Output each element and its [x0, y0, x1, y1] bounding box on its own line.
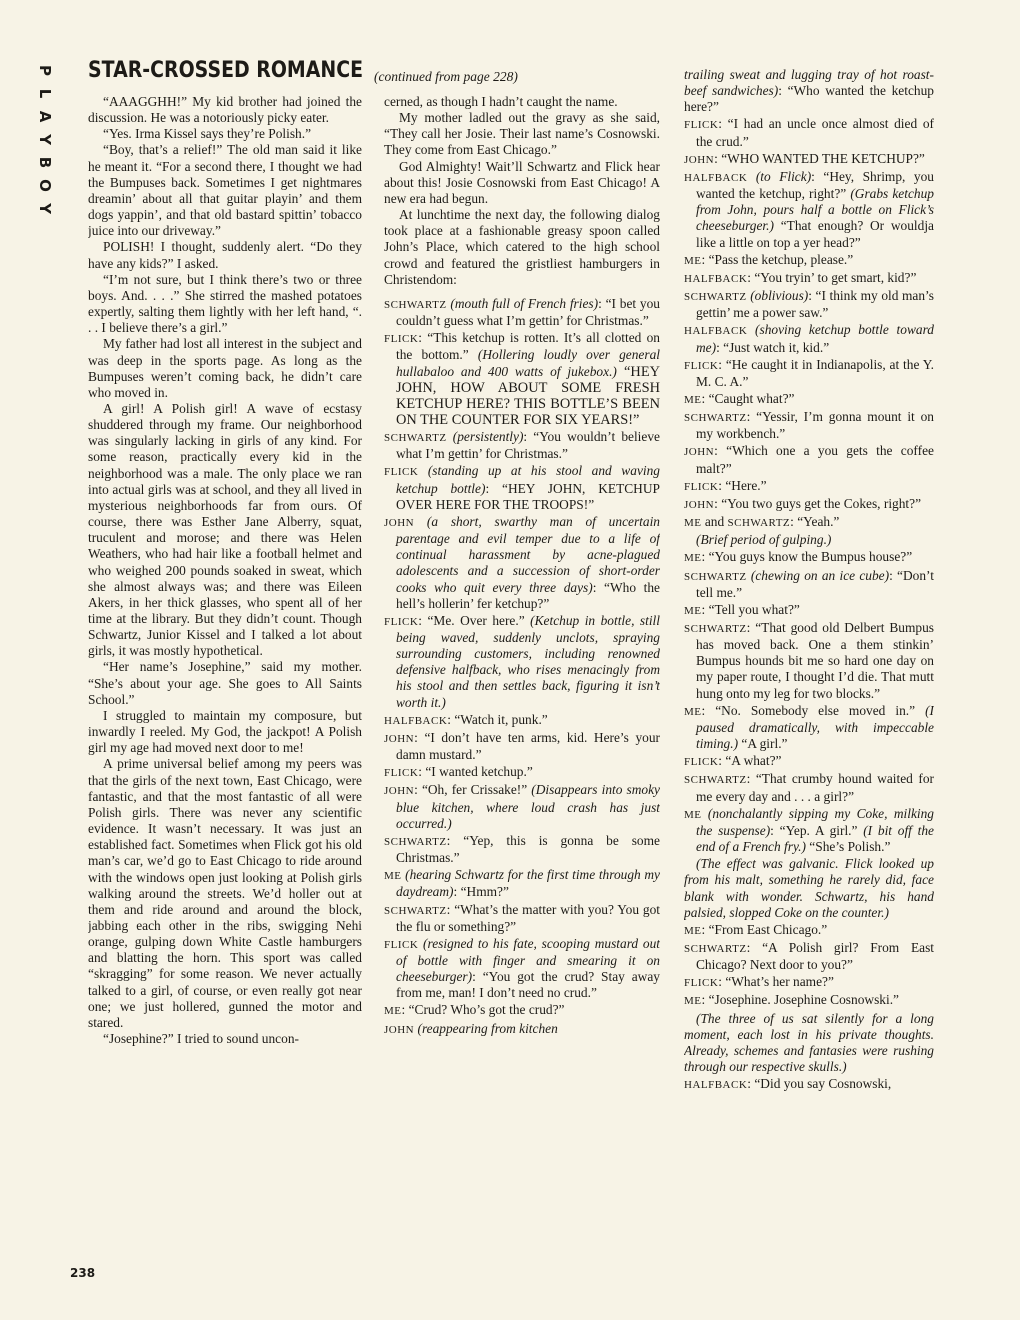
- dialog-text: : “Who wanted the ketchup here?”: [684, 83, 934, 115]
- dialog-line: [384, 712, 660, 729]
- dialog-line: [684, 443, 934, 476]
- continued-note: (continued from page 228): [374, 69, 518, 84]
- speaker-name: JOHN: [684, 153, 715, 166]
- dialog-line: [684, 922, 934, 939]
- speaker-name: ME: [684, 924, 702, 937]
- paragraph: “Boy, that’s a relief!” The old man said it like he meant it. “For a second there, I thought we had the Bumpuses back. Sometimes I get nightmares dreamin’ about all that guitar playin’ and them dogs yappin’, and that old bastard spittin’ tobacco juice into our driveway.”: [88, 142, 362, 239]
- dialog-text: : “Who the hell’s hollerin’ fer ketchup?”: [396, 579, 660, 611]
- dialog-line: [684, 532, 934, 548]
- stage-direction: (Ketchup in bottle, still being waved, suddenly unclots, spraying surrounding customers, including renowned defensive halfback, who rises menacingly from his stool and then settles back, figuring it isn’t worth it.): [396, 612, 660, 710]
- paragraph: “I’m not sure, but I think there’s two or three boys. And. . . .” She stirred the mashed potatoes expertly, salting them lightly with her left hand, “. . . I believe there’s a girl.”: [88, 271, 362, 336]
- dialog-text: : “Watch it, punk.”: [447, 711, 548, 727]
- dialog-line: [684, 1011, 934, 1076]
- dialog-text: : “A what?”: [718, 753, 782, 769]
- dialog-text: : “I don’t have ten arms, kid. Here’s your damn mustard.”: [396, 729, 660, 763]
- dialog-line: [684, 514, 934, 531]
- speaker-name: FLICK: [684, 977, 719, 990]
- stage-direction: (reappearing from kitchen: [417, 1020, 558, 1036]
- dialog-text: : “Hey, Shrimp, you wanted the ketchup, right?”: [696, 168, 934, 202]
- dialog-text: : “That good old Delbert Bumpus has moved back. One a them stinkin’ Bumpus hounds bit me so hard one day on my paper route, I thought I’d die. That mutt hung onto my leg for two blocks.”: [696, 620, 934, 701]
- dialog-text: “A girl.”: [738, 736, 788, 752]
- dialog-line: [384, 902, 660, 935]
- dialog-text: : “What’s her name?”: [718, 974, 834, 990]
- stage-direction: (Disappears into smoky blue kitchen, where loud crash has just occurred.): [396, 782, 660, 831]
- dialog-line: [384, 330, 660, 428]
- dialog-line: [684, 940, 934, 973]
- dialog-text: : “Yep. A girl.”: [770, 822, 858, 838]
- dialog-line: [684, 116, 934, 149]
- page-number: 238: [70, 1266, 96, 1280]
- dialog-text: : “From East Chicago.”: [701, 921, 828, 937]
- paragraph: A girl! A Polish girl! A wave of ecstasy shuddered through my frame. Our neighborhood was singularly lacking in girls of any kind. For some reason, practically every kid in the neighborhood was a male. The only place we ran into actual girls was at school, and they all lived in mysterious neighborhoods far from ours. Of course, there was Esther Jane Alberry, squat, truculent and morose; and there was Helen Weathers, who had hair like a football helmet and who weighed 200 pounds soaked in sweat, which she almost always was; and there was Eileen Akers, in her thick glasses, who spent all of her time at the library. But they didn’t count. Though Schwartz, Junior Kissel and I talked a lot about girls, it was mostly hypothetical.: [88, 400, 362, 659]
- spine-letter: Y: [35, 203, 54, 214]
- stage-direction: (The three of us sat silently for a long moment, each lost in his private thoughts. Already, schemes and fantasies were rushing through our respective skulls.): [684, 1010, 934, 1075]
- dialog-text: : “WHO WANTED THE KETCHUP?”: [714, 150, 925, 166]
- dialog-line: [384, 1021, 660, 1038]
- speaker-name: FLICK: [384, 938, 419, 951]
- dialog-text: : “I had an uncle once almost died of the crud.”: [696, 116, 934, 149]
- article-title: STAR-CROSSED ROMANCE: [88, 58, 364, 83]
- dialog-line: [384, 613, 660, 711]
- dialog-line: [684, 409, 934, 442]
- stage-direction: (chewing on an ice cube): [750, 567, 890, 583]
- spine-letter: B: [35, 156, 54, 169]
- paragraph: At lunchtime the next day, the following dialog took place at a fashionable greasy spoon called John’s Place, which catered to the high school crowd and featured the gristliest hamburgers in Christendom:: [384, 207, 660, 287]
- stage-direction: (persistently): [452, 429, 524, 445]
- dialog-line: [684, 67, 934, 115]
- spine-letter: A: [35, 110, 54, 123]
- dialog-text: : “I wanted ketchup.”: [418, 764, 533, 780]
- speaker-name: ME: [684, 552, 702, 565]
- text-column-2: [384, 94, 660, 1294]
- speaker-name: HALFBACK: [684, 272, 748, 285]
- dialog-line: [684, 391, 934, 408]
- speaker-name: SCHWARTZ: [684, 774, 747, 787]
- dialog-text: : “Me. Over here.”: [418, 612, 525, 628]
- dialog-text: : “You got the crud? Stay away from me, man! I don’t need no crud.”: [396, 969, 660, 1001]
- dialog-line: [384, 1002, 660, 1019]
- stage-direction: (I bit off the end of a French fry.): [696, 822, 934, 855]
- dialog-line: [684, 771, 934, 804]
- paragraph: A prime universal belief among my peers was that the girls of the next town, East Chicago, were fantastic, and that the most fantastic of all were Polish girls. There was never any scientific evidence. It wasn’t necessary. It was just an established fact. Sometimes when Flick got his old man’s car, we’d go to East Chicago to ride around with the windows open just looking at Polish girls walking around the streets. We’d holler out at them and ride around and around the block, jabbing each other in the ribs, swigging Nehi orange, gulping down White Castle hamburgers and blatting the horn. This sport was called “skragging” for some reason. We never actually talked to a girl, of course, or even really got near one; we just hollered, gunned the motor and stared.: [88, 756, 362, 1030]
- dialog-text: “HEY JOHN, HOW ABOUT SOME FRESH KETCHUP HERE? THIS BOTTLE’S BEEN ON THE COUNTER FOR SIX YEARS!”: [396, 363, 660, 428]
- magazine-spine-label: [30, 62, 58, 217]
- speaker-name: ME: [384, 1005, 402, 1018]
- dialog-line: [684, 703, 934, 752]
- dialog-line: [384, 296, 660, 329]
- dialog-text: : “Yep, this is gonna be some Christmas.”: [396, 832, 660, 866]
- stage-direction: (Brief period of gulping.): [696, 532, 832, 548]
- speaker-name: FLICK: [684, 756, 719, 769]
- paragraph: My mother ladled out the gravy as she said, “They call her Josie. Their last name’s Cosnowski. They come from East Chicago.”: [384, 110, 660, 158]
- dialog-text: : “He caught it in Indianapolis, at the Y. M. C. A.”: [696, 356, 934, 389]
- paragraph: cerned, as though I hadn’t caught the name.: [384, 94, 618, 109]
- paragraph: God Almighty! Wait’ll Schwartz and Flick hear about this! Josie Cosnowski from East Chicago! A new era had begun.: [384, 158, 660, 206]
- stage-direction: (resigned to his fate, scooping mustard out of bottle with finger and smearing it on cheeseburger): [396, 935, 660, 985]
- dialog-text: : “Crud? Who’s got the crud?”: [401, 1002, 565, 1018]
- text-column-3: [684, 66, 934, 1266]
- speaker-name: FLICK: [384, 466, 419, 479]
- speaker-name: ME: [684, 254, 702, 267]
- speaker-name: SCHWARTZ: [684, 291, 747, 304]
- speaker-name: HALFBACK: [684, 171, 748, 184]
- speaker-name: HALFBACK: [384, 714, 448, 727]
- dialog-text: : “Pass the ketchup, please.”: [701, 251, 854, 267]
- dialog-line: [684, 357, 934, 390]
- stage-direction: (shoving ketchup bottle toward me): [696, 322, 934, 355]
- stage-direction: (Hollering loudly over general hullabaloo and 400 watts of jukebox.): [396, 347, 660, 379]
- dialog-text: : “Yessir, I’m gonna mount it on my workbench.”: [696, 409, 934, 442]
- dialog-line: [684, 322, 934, 355]
- text-column-1: [88, 94, 362, 1294]
- stage-direction: (mouth full of French fries): [450, 295, 599, 311]
- speaker-name: SCHWARTZ: [384, 298, 447, 311]
- dialog-line: [684, 806, 934, 855]
- speaker-name: JOHN: [384, 785, 415, 798]
- dialog-line: [684, 496, 934, 513]
- speaker-name: ME: [684, 393, 702, 406]
- dialog-text: : “Hmm?”: [453, 884, 509, 900]
- speaker-name: SCHWARTZ: [384, 904, 447, 917]
- paragraph: “Her name’s Josephine,” said my mother. “She’s about your age. She goes to All Saints School.”: [88, 659, 362, 707]
- spine-letter: Y: [35, 134, 54, 145]
- dialog-line: [384, 463, 660, 512]
- dialog-text: : “What’s the matter with you? You got the flu or something?”: [396, 901, 660, 934]
- dialog-text: : “Josephine. Josephine Cosnowski.”: [701, 992, 899, 1008]
- dialog-line: [684, 151, 934, 168]
- stage-direction: trailing sweat and lugging tray of hot roast-beef sandwiches): [684, 67, 934, 99]
- dialog-line: [684, 270, 934, 287]
- dialog-line: [384, 782, 660, 831]
- dialog-text: : “Oh, fer Crissake!”: [414, 782, 528, 798]
- speaker-name: HALFBACK: [684, 1079, 748, 1092]
- dialog-text: : “Tell you what?”: [701, 601, 800, 617]
- speaker-name: ME: [684, 705, 702, 718]
- dialog-text: : “You two guys get the Cokes, right?”: [714, 495, 922, 511]
- speaker-name: ME: [684, 808, 702, 821]
- paragraph: “Yes. Irma Kissel says they’re Polish.”: [103, 126, 312, 142]
- dialog-text: “She’s Polish.”: [805, 839, 891, 855]
- speaker-name: FLICK: [684, 119, 719, 132]
- dialog-text: “That enough? Or wouldja like a little on top a yer head?”: [696, 218, 934, 250]
- stage-direction: (The effect was galvanic. Flick looked up from his malt, something he rarely did, face blank with wonder. Schwartz, his hand palsied, slopped Coke on the counter.): [684, 856, 934, 920]
- stage-direction: (oblivious): [750, 288, 809, 304]
- dialog-line: [384, 429, 660, 462]
- dialog-text: : “I think my old man’s gettin’ me a power saw.”: [696, 288, 934, 321]
- dialog-text: : “Yeah.”: [790, 514, 840, 530]
- dialog-line: [684, 252, 934, 269]
- speaker-name: SCHWARTZ: [684, 570, 747, 583]
- dialog-line: [684, 549, 934, 566]
- speaker-name: JOHN: [384, 516, 415, 529]
- dialog-text: : “You guys know the Bumpus house?”: [701, 549, 913, 565]
- dialog-text: : “Which one a you gets the coffee malt?”: [696, 443, 934, 476]
- speaker-name: SCHWARTZ: [684, 623, 747, 635]
- speaker-name: JOHN: [384, 732, 415, 745]
- speaker-name: FLICK: [684, 359, 719, 372]
- speaker-name: ME: [684, 995, 702, 1008]
- dialog-text: : “No. Somebody else moved in.”: [701, 702, 916, 718]
- speaker-name: ME: [384, 870, 402, 883]
- article-header: [88, 58, 648, 92]
- paragraph: “Josephine?” I tried to sound uncon-: [103, 1031, 299, 1047]
- dialog-line: [684, 753, 934, 770]
- dialog-text: : “Did you say Cosnowski,: [747, 1076, 892, 1092]
- speaker-name: SCHWARTZ: [684, 412, 747, 425]
- stage-direction: (Grabs ketchup from John, pours half a bottle on Flick’s cheeseburger.): [696, 186, 934, 234]
- stage-direction: (nonchalantly sipping my Coke, milking the suspense): [696, 805, 934, 838]
- paragraph: POLISH! I thought, suddenly alert. “Do they have any kids?” I asked.: [88, 239, 362, 271]
- dialog-line: [384, 867, 660, 900]
- speaker-name: JOHN: [384, 1023, 415, 1036]
- dialog-line: [684, 602, 934, 619]
- dialog-text: : “Here.”: [718, 477, 767, 493]
- dialog-line: [684, 992, 934, 1009]
- stage-direction: (to Flick): [755, 168, 812, 184]
- speaker-name: JOHN: [684, 498, 715, 511]
- stage-direction: (I paused dramatically, with impeccable timing.): [696, 702, 934, 752]
- dialog-text: : “Don’t tell me.”: [696, 567, 934, 600]
- stage-direction: (standing up at his stool and waving ketchup bottle): [396, 463, 660, 496]
- dialog-line: [684, 288, 934, 321]
- dialog-text: : “HEY JOHN, KETCHUP OVER HERE FOR THE TROOPS!”: [396, 480, 660, 512]
- speaker-name: FLICK: [384, 333, 419, 346]
- paragraph: My father had lost all interest in the subject and was deep in the sports page. As long as the Bumpuses weren’t coming back, he didn’t care who moved in.: [88, 336, 362, 400]
- dialog-text: : “This ketchup is rotten. It’s all clotted on the bottom.”: [396, 330, 660, 363]
- stage-direction: (a short, swarthy man of uncertain parentage and evil temper due to a life of continual harassment by acne-plagued adolescents and a succession of short-order cooks who quit every three days): [396, 513, 660, 595]
- speaker-name: ME: [684, 517, 702, 530]
- speaker-name: ME: [684, 604, 702, 617]
- dialog-line: [384, 833, 660, 866]
- dialog-line: [684, 620, 934, 702]
- dialog-line: [684, 169, 934, 251]
- dialog-text: : “A Polish girl? From East Chicago? Next door to you?”: [696, 939, 934, 973]
- speaker-name: FLICK: [684, 480, 719, 493]
- speaker-name: SCHWARTZ: [384, 835, 447, 848]
- paragraph: “AAAGGHH!” My kid brother had joined the discussion. He was a notoriously picky eater.: [88, 94, 362, 126]
- dialog-line: [684, 568, 934, 601]
- speaker-name: FLICK: [384, 615, 419, 628]
- dialog-text: : “That crumby hound waited for me every day and . . . a girl?”: [696, 771, 934, 804]
- dialog-text: : “You wouldn’t believe what I’m gettin’ for Christmas.”: [396, 429, 660, 462]
- speaker-name: SCHWARTZ: [684, 942, 747, 955]
- speaker-join: and: [701, 514, 728, 530]
- dialog-line: [684, 478, 934, 495]
- paragraph: I struggled to maintain my composure, but inwardly I reeled. My God, the jackpot! A Polish girl my age had moved next door to me!: [88, 707, 362, 756]
- dialog-text: : “Just watch it, kid.”: [716, 339, 830, 355]
- spine-letter: O: [35, 179, 54, 192]
- dialog-text: : “Caught what?”: [701, 390, 795, 406]
- speaker-name: SCHWARTZ: [384, 432, 447, 445]
- dialog-line: [684, 974, 934, 991]
- dialog-line: [384, 936, 660, 1002]
- dialog-line: [684, 856, 934, 921]
- speaker-name: FLICK: [384, 767, 419, 780]
- dialog-line: [684, 1076, 934, 1093]
- speaker-name: HALFBACK: [684, 325, 748, 338]
- speaker-name: JOHN: [684, 446, 715, 459]
- speaker-name: SCHWARTZ: [727, 517, 791, 530]
- spine-letter: L: [35, 88, 54, 99]
- dialog-text: : “I bet you couldn’t guess what I’m gettin’ for Christmas.”: [396, 295, 660, 329]
- spine-letter: P: [35, 65, 54, 76]
- dialog-line: [384, 730, 660, 763]
- stage-direction: (hearing Schwartz for the first time through my daydream): [396, 867, 660, 900]
- dialog-text: : “You tryin’ to get smart, kid?”: [747, 269, 917, 285]
- dialog-line: [384, 764, 660, 781]
- dialog-line: [384, 514, 660, 612]
